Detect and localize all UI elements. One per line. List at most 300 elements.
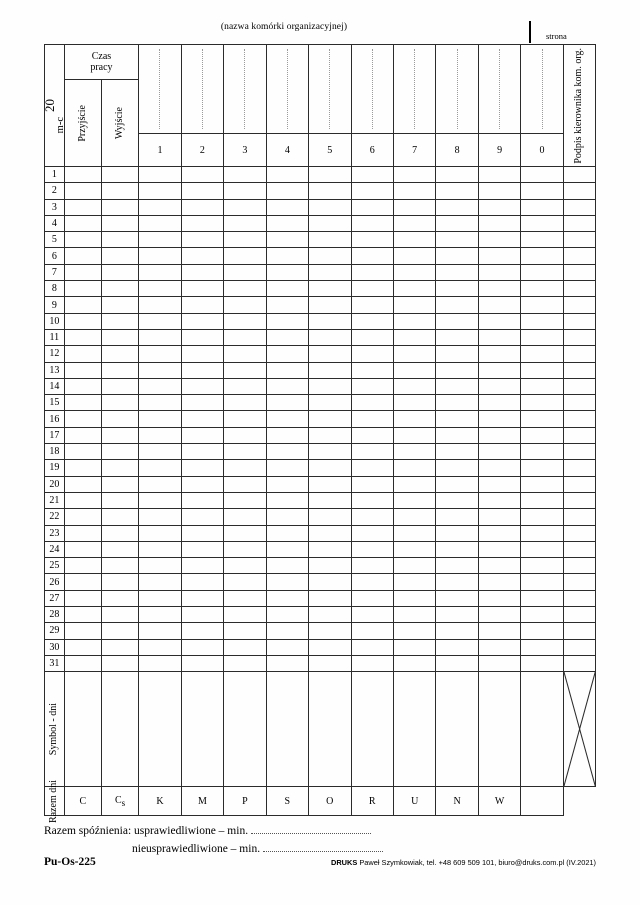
cell-day-10-col-4[interactable]: [266, 313, 308, 329]
cell-arrival-day-4[interactable]: [64, 215, 101, 231]
cell-day-13-col-9[interactable]: [478, 362, 520, 378]
cell-day-27-col-10[interactable]: [521, 590, 563, 606]
cell-departure-day-18[interactable]: [101, 444, 138, 460]
cell-day-31-col-2[interactable]: [181, 655, 223, 671]
cell-day-9-col-10[interactable]: [521, 297, 563, 313]
cell-day-3-col-3[interactable]: [224, 199, 266, 215]
cell-day-29-col-3[interactable]: [224, 623, 266, 639]
cell-day-27-col-8[interactable]: [436, 590, 478, 606]
cell-day-4-col-3[interactable]: [224, 215, 266, 231]
cell-day-10-col-6[interactable]: [351, 313, 393, 329]
cell-day-29-col-2[interactable]: [181, 623, 223, 639]
cell-day-6-col-6[interactable]: [351, 248, 393, 264]
cell-day-7-col-6[interactable]: [351, 264, 393, 280]
cell-day-5-col-7[interactable]: [393, 232, 435, 248]
cell-signature-day-11[interactable]: [563, 329, 595, 345]
cell-day-23-col-2[interactable]: [181, 525, 223, 541]
cell-day-15-col-1[interactable]: [139, 395, 181, 411]
cell-day-31-col-10[interactable]: [521, 655, 563, 671]
cell-day-24-col-7[interactable]: [393, 541, 435, 557]
cell-day-7-col-8[interactable]: [436, 264, 478, 280]
cell-day-15-col-7[interactable]: [393, 395, 435, 411]
cell-day-29-col-7[interactable]: [393, 623, 435, 639]
cell-day-11-col-1[interactable]: [139, 329, 181, 345]
cell-day-22-col-3[interactable]: [224, 509, 266, 525]
cell-departure-day-27[interactable]: [101, 590, 138, 606]
cell-day-11-col-6[interactable]: [351, 329, 393, 345]
cell-day-11-col-9[interactable]: [478, 329, 520, 345]
cell-day-8-col-1[interactable]: [139, 281, 181, 297]
cell-day-9-col-8[interactable]: [436, 297, 478, 313]
cell-day-9-col-7[interactable]: [393, 297, 435, 313]
cell-day-2-col-6[interactable]: [351, 183, 393, 199]
cell-day-4-col-10[interactable]: [521, 215, 563, 231]
cell-day-5-col-2[interactable]: [181, 232, 223, 248]
cell-arrival-day-27[interactable]: [64, 590, 101, 606]
cell-day-24-col-8[interactable]: [436, 541, 478, 557]
cell-day-5-col-8[interactable]: [436, 232, 478, 248]
cell-day-13-col-1[interactable]: [139, 362, 181, 378]
cell-day-7-col-9[interactable]: [478, 264, 520, 280]
cell-departure-day-23[interactable]: [101, 525, 138, 541]
cell-day-2-col-5[interactable]: [309, 183, 351, 199]
cell-arrival-day-7[interactable]: [64, 264, 101, 280]
cell-day-15-col-6[interactable]: [351, 395, 393, 411]
cell-day-13-col-2[interactable]: [181, 362, 223, 378]
cell-day-31-col-1[interactable]: [139, 655, 181, 671]
header-dotted-col-7[interactable]: [393, 45, 435, 134]
cell-departure-day-31[interactable]: [101, 655, 138, 671]
cell-day-15-col-9[interactable]: [478, 395, 520, 411]
cell-departure-day-9[interactable]: [101, 297, 138, 313]
cell-day-31-col-7[interactable]: [393, 655, 435, 671]
cell-day-18-col-3[interactable]: [224, 444, 266, 460]
cell-day-16-col-1[interactable]: [139, 411, 181, 427]
cell-day-8-col-5[interactable]: [309, 281, 351, 297]
cell-day-10-col-7[interactable]: [393, 313, 435, 329]
cell-day-4-col-9[interactable]: [478, 215, 520, 231]
cell-day-27-col-9[interactable]: [478, 590, 520, 606]
cell-day-3-col-2[interactable]: [181, 199, 223, 215]
cell-day-11-col-7[interactable]: [393, 329, 435, 345]
cell-day-17-col-1[interactable]: [139, 427, 181, 443]
header-dotted-col-5[interactable]: [309, 45, 351, 134]
cell-day-1-col-6[interactable]: [351, 167, 393, 183]
cell-day-11-col-3[interactable]: [224, 329, 266, 345]
cell-day-17-col-10[interactable]: [521, 427, 563, 443]
cell-day-25-col-9[interactable]: [478, 558, 520, 574]
cell-day-8-col-2[interactable]: [181, 281, 223, 297]
cell-day-10-col-1[interactable]: [139, 313, 181, 329]
symbol-cell-col-4[interactable]: [266, 672, 308, 787]
cell-day-12-col-2[interactable]: [181, 346, 223, 362]
cell-day-3-col-10[interactable]: [521, 199, 563, 215]
cell-day-25-col-5[interactable]: [309, 558, 351, 574]
cell-day-6-col-2[interactable]: [181, 248, 223, 264]
cell-signature-day-5[interactable]: [563, 232, 595, 248]
cell-departure-day-26[interactable]: [101, 574, 138, 590]
cell-day-4-col-8[interactable]: [436, 215, 478, 231]
cell-signature-day-4[interactable]: [563, 215, 595, 231]
cell-day-28-col-2[interactable]: [181, 607, 223, 623]
cell-day-11-col-8[interactable]: [436, 329, 478, 345]
header-dotted-col-1[interactable]: [139, 45, 181, 134]
cell-day-30-col-6[interactable]: [351, 639, 393, 655]
cell-day-20-col-2[interactable]: [181, 476, 223, 492]
cell-day-5-col-5[interactable]: [309, 232, 351, 248]
cell-day-12-col-6[interactable]: [351, 346, 393, 362]
cell-day-14-col-6[interactable]: [351, 378, 393, 394]
cell-day-23-col-7[interactable]: [393, 525, 435, 541]
cell-day-17-col-2[interactable]: [181, 427, 223, 443]
cell-arrival-day-30[interactable]: [64, 639, 101, 655]
cell-day-28-col-8[interactable]: [436, 607, 478, 623]
cell-day-11-col-4[interactable]: [266, 329, 308, 345]
cell-day-7-col-4[interactable]: [266, 264, 308, 280]
cell-day-13-col-6[interactable]: [351, 362, 393, 378]
cell-day-27-col-2[interactable]: [181, 590, 223, 606]
summary-cell-signature[interactable]: [521, 787, 563, 816]
cell-day-14-col-4[interactable]: [266, 378, 308, 394]
cell-arrival-day-6[interactable]: [64, 248, 101, 264]
cell-day-8-col-9[interactable]: [478, 281, 520, 297]
cell-signature-day-1[interactable]: [563, 167, 595, 183]
cell-day-20-col-5[interactable]: [309, 476, 351, 492]
cell-day-28-col-9[interactable]: [478, 607, 520, 623]
cell-day-20-col-9[interactable]: [478, 476, 520, 492]
cell-day-7-col-10[interactable]: [521, 264, 563, 280]
cell-arrival-day-14[interactable]: [64, 378, 101, 394]
cell-day-23-col-3[interactable]: [224, 525, 266, 541]
cell-day-25-col-6[interactable]: [351, 558, 393, 574]
cell-departure-day-24[interactable]: [101, 541, 138, 557]
cell-day-31-col-9[interactable]: [478, 655, 520, 671]
cell-day-18-col-4[interactable]: [266, 444, 308, 460]
cell-day-7-col-5[interactable]: [309, 264, 351, 280]
cell-day-17-col-5[interactable]: [309, 427, 351, 443]
cell-day-30-col-2[interactable]: [181, 639, 223, 655]
cell-day-31-col-5[interactable]: [309, 655, 351, 671]
cell-day-12-col-1[interactable]: [139, 346, 181, 362]
cell-departure-day-21[interactable]: [101, 492, 138, 508]
cell-day-2-col-8[interactable]: [436, 183, 478, 199]
cell-day-28-col-4[interactable]: [266, 607, 308, 623]
cell-signature-day-23[interactable]: [563, 525, 595, 541]
cell-arrival-day-24[interactable]: [64, 541, 101, 557]
cell-departure-day-17[interactable]: [101, 427, 138, 443]
cell-arrival-day-23[interactable]: [64, 525, 101, 541]
cell-day-14-col-1[interactable]: [139, 378, 181, 394]
cell-day-17-col-6[interactable]: [351, 427, 393, 443]
cell-day-17-col-9[interactable]: [478, 427, 520, 443]
cell-day-30-col-7[interactable]: [393, 639, 435, 655]
cell-day-21-col-3[interactable]: [224, 492, 266, 508]
cell-day-21-col-7[interactable]: [393, 492, 435, 508]
cell-signature-day-20[interactable]: [563, 476, 595, 492]
cell-day-27-col-6[interactable]: [351, 590, 393, 606]
cell-day-8-col-8[interactable]: [436, 281, 478, 297]
cell-day-19-col-1[interactable]: [139, 460, 181, 476]
cell-signature-day-9[interactable]: [563, 297, 595, 313]
symbol-cell-departure[interactable]: [101, 672, 138, 787]
cell-day-2-col-7[interactable]: [393, 183, 435, 199]
cell-day-9-col-5[interactable]: [309, 297, 351, 313]
cell-day-31-col-6[interactable]: [351, 655, 393, 671]
cell-signature-day-26[interactable]: [563, 574, 595, 590]
cell-day-21-col-5[interactable]: [309, 492, 351, 508]
cell-day-21-col-10[interactable]: [521, 492, 563, 508]
cell-day-5-col-9[interactable]: [478, 232, 520, 248]
cell-signature-day-15[interactable]: [563, 395, 595, 411]
cell-signature-day-6[interactable]: [563, 248, 595, 264]
cell-signature-day-19[interactable]: [563, 460, 595, 476]
cell-arrival-day-20[interactable]: [64, 476, 101, 492]
cell-arrival-day-13[interactable]: [64, 362, 101, 378]
cell-day-23-col-5[interactable]: [309, 525, 351, 541]
cell-day-1-col-8[interactable]: [436, 167, 478, 183]
cell-day-15-col-3[interactable]: [224, 395, 266, 411]
cell-day-18-col-8[interactable]: [436, 444, 478, 460]
cell-day-10-col-2[interactable]: [181, 313, 223, 329]
cell-day-16-col-10[interactable]: [521, 411, 563, 427]
cell-arrival-day-11[interactable]: [64, 329, 101, 345]
symbol-cell-col-5[interactable]: [309, 672, 351, 787]
cell-day-1-col-3[interactable]: [224, 167, 266, 183]
cell-day-8-col-3[interactable]: [224, 281, 266, 297]
cell-day-9-col-1[interactable]: [139, 297, 181, 313]
cell-arrival-day-29[interactable]: [64, 623, 101, 639]
header-dotted-col-3[interactable]: [224, 45, 266, 134]
cell-arrival-day-12[interactable]: [64, 346, 101, 362]
cell-day-26-col-1[interactable]: [139, 574, 181, 590]
symbol-cell-arrival[interactable]: [64, 672, 101, 787]
cell-signature-day-13[interactable]: [563, 362, 595, 378]
cell-day-19-col-4[interactable]: [266, 460, 308, 476]
cell-day-14-col-8[interactable]: [436, 378, 478, 394]
cell-day-1-col-1[interactable]: [139, 167, 181, 183]
cell-day-16-col-7[interactable]: [393, 411, 435, 427]
cell-day-17-col-4[interactable]: [266, 427, 308, 443]
cell-day-3-col-6[interactable]: [351, 199, 393, 215]
cell-day-26-col-8[interactable]: [436, 574, 478, 590]
cell-day-7-col-2[interactable]: [181, 264, 223, 280]
cell-day-3-col-4[interactable]: [266, 199, 308, 215]
cell-signature-day-17[interactable]: [563, 427, 595, 443]
cell-departure-day-19[interactable]: [101, 460, 138, 476]
cell-day-28-col-3[interactable]: [224, 607, 266, 623]
cell-day-22-col-9[interactable]: [478, 509, 520, 525]
cell-day-12-col-3[interactable]: [224, 346, 266, 362]
cell-departure-day-10[interactable]: [101, 313, 138, 329]
cell-day-22-col-8[interactable]: [436, 509, 478, 525]
cell-departure-day-4[interactable]: [101, 215, 138, 231]
cell-day-15-col-5[interactable]: [309, 395, 351, 411]
cell-signature-day-31[interactable]: [563, 655, 595, 671]
cell-signature-day-12[interactable]: [563, 346, 595, 362]
cell-day-19-col-5[interactable]: [309, 460, 351, 476]
symbol-cell-col-10[interactable]: [521, 672, 563, 787]
cell-day-30-col-5[interactable]: [309, 639, 351, 655]
cell-departure-day-28[interactable]: [101, 607, 138, 623]
cell-day-3-col-9[interactable]: [478, 199, 520, 215]
cell-day-27-col-3[interactable]: [224, 590, 266, 606]
cell-day-26-col-9[interactable]: [478, 574, 520, 590]
cell-departure-day-2[interactable]: [101, 183, 138, 199]
cell-day-8-col-6[interactable]: [351, 281, 393, 297]
cell-day-29-col-4[interactable]: [266, 623, 308, 639]
cell-day-24-col-9[interactable]: [478, 541, 520, 557]
cell-day-8-col-10[interactable]: [521, 281, 563, 297]
cell-day-27-col-7[interactable]: [393, 590, 435, 606]
cell-signature-day-10[interactable]: [563, 313, 595, 329]
cell-day-29-col-1[interactable]: [139, 623, 181, 639]
cell-day-14-col-5[interactable]: [309, 378, 351, 394]
cell-day-19-col-7[interactable]: [393, 460, 435, 476]
cell-day-24-col-3[interactable]: [224, 541, 266, 557]
cell-day-21-col-4[interactable]: [266, 492, 308, 508]
cell-day-16-col-6[interactable]: [351, 411, 393, 427]
cell-day-26-col-2[interactable]: [181, 574, 223, 590]
cell-day-10-col-8[interactable]: [436, 313, 478, 329]
cell-day-3-col-1[interactable]: [139, 199, 181, 215]
cell-day-26-col-7[interactable]: [393, 574, 435, 590]
cell-day-14-col-10[interactable]: [521, 378, 563, 394]
cell-day-26-col-6[interactable]: [351, 574, 393, 590]
cell-day-9-col-3[interactable]: [224, 297, 266, 313]
cell-arrival-day-25[interactable]: [64, 558, 101, 574]
cell-day-6-col-10[interactable]: [521, 248, 563, 264]
cell-arrival-day-26[interactable]: [64, 574, 101, 590]
cell-day-13-col-8[interactable]: [436, 362, 478, 378]
cell-departure-day-5[interactable]: [101, 232, 138, 248]
cell-signature-day-18[interactable]: [563, 444, 595, 460]
cell-day-23-col-6[interactable]: [351, 525, 393, 541]
cell-day-10-col-9[interactable]: [478, 313, 520, 329]
cell-day-18-col-5[interactable]: [309, 444, 351, 460]
cell-day-25-col-7[interactable]: [393, 558, 435, 574]
cell-day-13-col-4[interactable]: [266, 362, 308, 378]
cell-day-14-col-7[interactable]: [393, 378, 435, 394]
symbol-cell-col-7[interactable]: [393, 672, 435, 787]
cell-day-30-col-9[interactable]: [478, 639, 520, 655]
cell-day-13-col-3[interactable]: [224, 362, 266, 378]
cell-day-2-col-3[interactable]: [224, 183, 266, 199]
cell-departure-day-3[interactable]: [101, 199, 138, 215]
cell-day-1-col-9[interactable]: [478, 167, 520, 183]
cell-day-15-col-10[interactable]: [521, 395, 563, 411]
cell-day-19-col-2[interactable]: [181, 460, 223, 476]
cell-departure-day-14[interactable]: [101, 378, 138, 394]
cell-day-15-col-8[interactable]: [436, 395, 478, 411]
cell-day-23-col-1[interactable]: [139, 525, 181, 541]
cell-departure-day-20[interactable]: [101, 476, 138, 492]
cell-day-26-col-3[interactable]: [224, 574, 266, 590]
cell-day-28-col-7[interactable]: [393, 607, 435, 623]
cell-departure-day-7[interactable]: [101, 264, 138, 280]
cell-day-7-col-7[interactable]: [393, 264, 435, 280]
cell-signature-day-27[interactable]: [563, 590, 595, 606]
cell-day-4-col-1[interactable]: [139, 215, 181, 231]
cell-day-4-col-7[interactable]: [393, 215, 435, 231]
cell-day-31-col-4[interactable]: [266, 655, 308, 671]
cell-day-10-col-10[interactable]: [521, 313, 563, 329]
cell-day-8-col-7[interactable]: [393, 281, 435, 297]
symbol-cell-col-1[interactable]: [139, 672, 181, 787]
cell-day-6-col-8[interactable]: [436, 248, 478, 264]
cell-day-12-col-10[interactable]: [521, 346, 563, 362]
cell-day-30-col-8[interactable]: [436, 639, 478, 655]
cell-day-16-col-8[interactable]: [436, 411, 478, 427]
cell-day-2-col-2[interactable]: [181, 183, 223, 199]
cell-day-28-col-1[interactable]: [139, 607, 181, 623]
cell-departure-day-30[interactable]: [101, 639, 138, 655]
cell-day-6-col-1[interactable]: [139, 248, 181, 264]
cell-day-5-col-3[interactable]: [224, 232, 266, 248]
cell-day-10-col-3[interactable]: [224, 313, 266, 329]
cell-day-19-col-10[interactable]: [521, 460, 563, 476]
cell-departure-day-6[interactable]: [101, 248, 138, 264]
cell-arrival-day-18[interactable]: [64, 444, 101, 460]
cell-signature-day-21[interactable]: [563, 492, 595, 508]
cell-signature-day-8[interactable]: [563, 281, 595, 297]
cell-day-15-col-4[interactable]: [266, 395, 308, 411]
cell-departure-day-29[interactable]: [101, 623, 138, 639]
cell-day-24-col-2[interactable]: [181, 541, 223, 557]
cell-day-6-col-4[interactable]: [266, 248, 308, 264]
symbol-cell-col-2[interactable]: [181, 672, 223, 787]
cell-day-21-col-9[interactable]: [478, 492, 520, 508]
cell-day-23-col-4[interactable]: [266, 525, 308, 541]
cell-day-30-col-4[interactable]: [266, 639, 308, 655]
cell-departure-day-22[interactable]: [101, 509, 138, 525]
cell-day-16-col-2[interactable]: [181, 411, 223, 427]
cell-arrival-day-28[interactable]: [64, 607, 101, 623]
cell-day-2-col-1[interactable]: [139, 183, 181, 199]
cell-day-13-col-10[interactable]: [521, 362, 563, 378]
cell-day-15-col-2[interactable]: [181, 395, 223, 411]
cell-day-11-col-2[interactable]: [181, 329, 223, 345]
cell-day-25-col-2[interactable]: [181, 558, 223, 574]
cell-signature-day-24[interactable]: [563, 541, 595, 557]
cell-departure-day-15[interactable]: [101, 395, 138, 411]
cell-day-7-col-1[interactable]: [139, 264, 181, 280]
cell-day-24-col-6[interactable]: [351, 541, 393, 557]
cell-day-3-col-8[interactable]: [436, 199, 478, 215]
header-dotted-col-4[interactable]: [266, 45, 308, 134]
cell-day-5-col-4[interactable]: [266, 232, 308, 248]
cell-day-21-col-1[interactable]: [139, 492, 181, 508]
cell-day-12-col-8[interactable]: [436, 346, 478, 362]
cell-day-7-col-3[interactable]: [224, 264, 266, 280]
cell-day-18-col-1[interactable]: [139, 444, 181, 460]
cell-day-16-col-5[interactable]: [309, 411, 351, 427]
cell-day-26-col-10[interactable]: [521, 574, 563, 590]
cell-day-3-col-7[interactable]: [393, 199, 435, 215]
cell-day-10-col-5[interactable]: [309, 313, 351, 329]
cell-day-27-col-5[interactable]: [309, 590, 351, 606]
cell-day-17-col-7[interactable]: [393, 427, 435, 443]
cell-day-9-col-2[interactable]: [181, 297, 223, 313]
cell-arrival-day-16[interactable]: [64, 411, 101, 427]
cell-day-27-col-1[interactable]: [139, 590, 181, 606]
symbol-cell-col-6[interactable]: [351, 672, 393, 787]
cell-arrival-day-21[interactable]: [64, 492, 101, 508]
cell-day-17-col-8[interactable]: [436, 427, 478, 443]
cell-arrival-day-9[interactable]: [64, 297, 101, 313]
cell-day-12-col-5[interactable]: [309, 346, 351, 362]
cell-day-25-col-8[interactable]: [436, 558, 478, 574]
cell-day-13-col-7[interactable]: [393, 362, 435, 378]
